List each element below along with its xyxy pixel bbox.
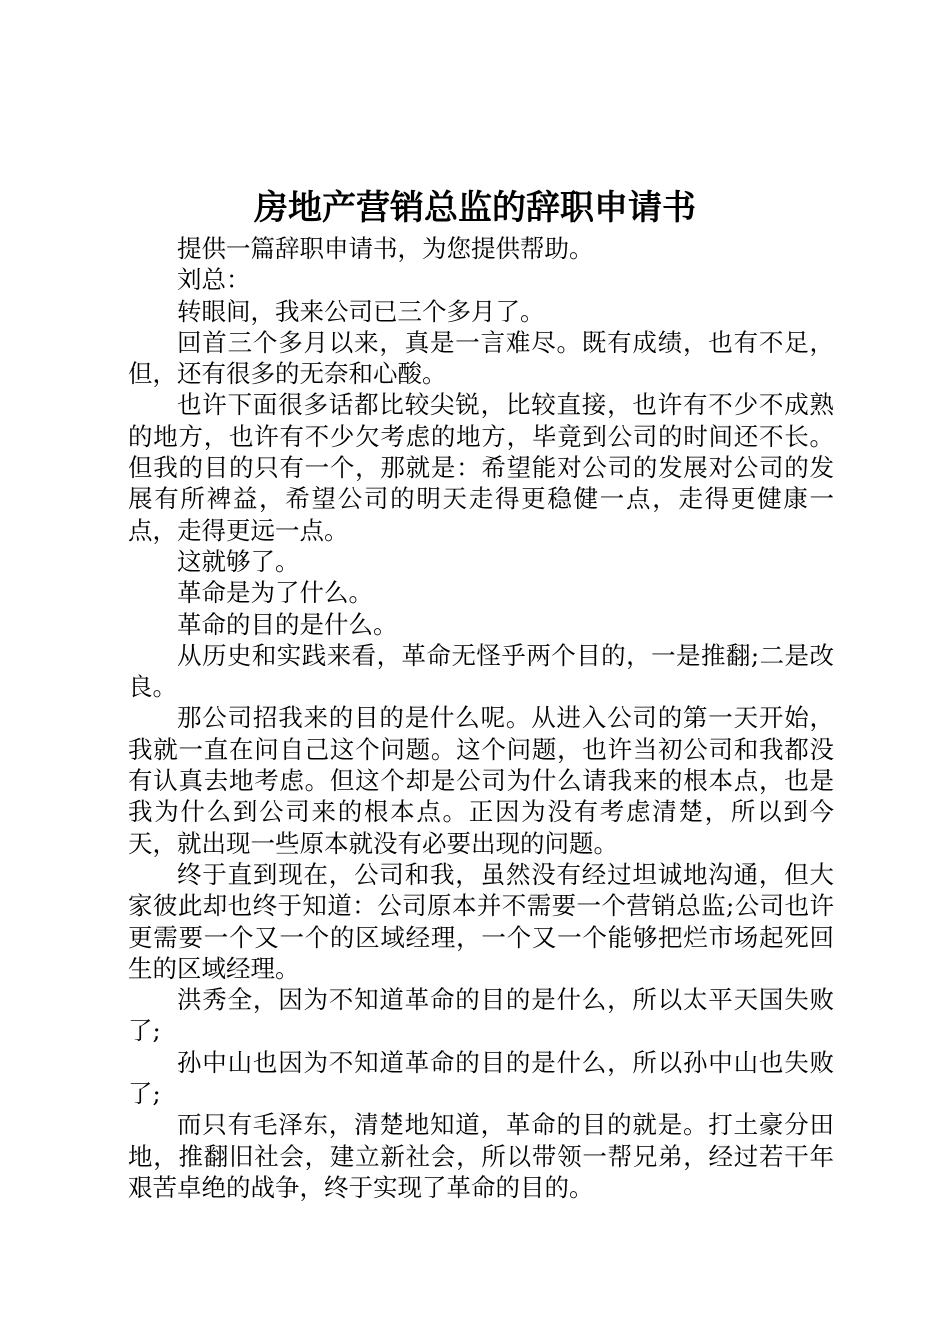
document-body: [128, 233, 834, 1203]
paragraph: 革命的目的是什么。: [177, 609, 398, 639]
paragraph: 刘总：: [177, 265, 251, 295]
document-title: 房地产营销总监的辞职申请书: [254, 188, 696, 228]
paragraph: 而只有毛泽东，清楚地知道，革命的目的就是。打土豪分田地，推翻旧社会，建立新社会，所以带领一帮兄弟，经过若干年艰苦卓绝的战争，终于实现了革命的目的。: [128, 1110, 834, 1202]
paragraph: 这就够了。: [177, 546, 300, 576]
paragraph: 洪秀全，因为不知道革命的目的是什么，所以太平天国失败了;: [128, 985, 834, 1046]
paragraph: 那公司招我来的目的是什么呢。从进入公司的第一天开始，我就一直在问自己这个问题。这个问题，也许当初公司和我都没有认真去地考虑。但这个却是公司为什么请我来的根本点，也是我为什么到公司来的根本点。正因为没有考虑清楚，所以到今天，就出现一些原本就没有必要出现的问题。: [128, 703, 834, 858]
paragraph: 回首三个多月以来，真是一言难尽。既有成绩，也有不足，但，还有很多的无奈和心酸。: [128, 327, 834, 389]
paragraph: 转眼间，我来公司已三个多月了。: [177, 296, 545, 326]
paragraph: 从历史和实践来看，革命无怪乎两个目的，一是推翻;二是改良。: [128, 640, 834, 702]
paragraph: 革命是为了什么。: [177, 578, 373, 608]
paragraph: 提供一篇辞职申请书，为您提供帮助。: [177, 234, 594, 263]
paragraph: 终于直到现在，公司和我，虽然没有经过坦诚地沟通，但大家彼此却也终于知道：公司原本并不需要一个营销总监;公司也许更需要一个又一个的区域经理，一个又一个能够把烂市场起死回生的区域经理。: [128, 859, 834, 983]
paragraph: 也许下面很多话都比较尖锐，比较直接，也许有不少不成熟的地方，也许有不少欠考虑的地方，毕竟到公司的时间还不长。但我的目的只有一个，那就是：希望能对公司的发展对公司的发展有所裨益，希望公司的明天走得更稳健一点，走得更健康一点，走得更远一点。: [128, 390, 834, 545]
paragraph: 孙中山也因为不知道革命的目的是什么，所以孙中山也失败了;: [128, 1047, 834, 1109]
